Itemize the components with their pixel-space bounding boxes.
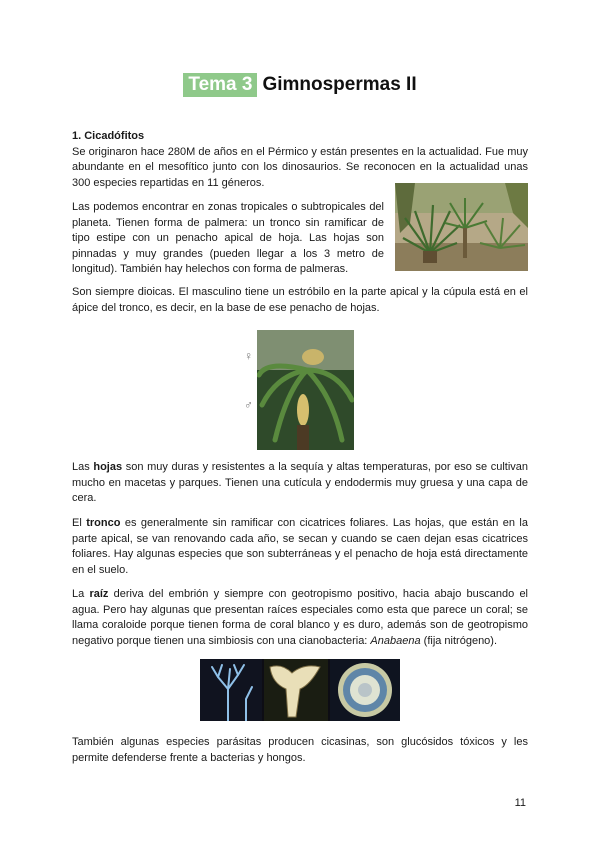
coralloid-roots-image [200, 659, 400, 721]
leaves-text-post: son muy duras y resistentes a la sequía y altas temperaturas, por eso se cultivan mucho en macetas y parques. Tienen una cutícula y endodermis muy gruesa y una capa de cera. [72, 461, 528, 505]
root-text-pre: La [72, 588, 90, 600]
male-symbol: ♂ [244, 398, 253, 412]
root-keyword: raíz [89, 588, 109, 600]
female-symbol: ♀ [244, 349, 253, 363]
chapter-title: Gimnospermas II [262, 74, 417, 95]
paragraph-origin: Se originaron hace 280M de años en el Pérmico y están presentes en la actualidad. Fue muy abundante en el mesofítico junto con los dinosaurios. Se reconocen en la actualidad unas 300 especies repartidas en 11 géneros. [72, 145, 528, 189]
trunk-keyword: tronco [86, 517, 121, 529]
page-title [0, 73, 600, 97]
paragraph-trunk [72, 516, 528, 578]
cycad-plants-image [395, 183, 528, 271]
cycad-photo [395, 183, 528, 271]
cycad-cone-image [257, 330, 354, 450]
trunk-text-pre: El [72, 517, 87, 529]
root-text-post: (fija nitrógeno). [420, 634, 498, 647]
leaves-keyword: hojas [93, 461, 123, 473]
cycad-cone-photo [257, 330, 354, 450]
anabaena-name: Anabaena [370, 634, 421, 647]
paragraph-habitat: Las podemos encontrar en zonas tropicales o subtropicales del planeta. Tienen forma de palmera: un tronco sin ramificar de tipo estipe con un penacho apical de hoja. Las hojas son pinnadas y muy grandes (pueden llegar a los 3 metro de longitud). También hay helechos con forma de palmeras. [72, 201, 384, 276]
coralloid-roots-photo [200, 659, 400, 721]
root-text-mid: deriva del embrión y siempre con geotropismo positivo, hacia abajo buscando el agua. Pero hay algunas que presentan raíces especiales como esta que parece un coral; se llama coraloide porque tienen forma de coral blanco y es duro, además son de geotropismo negativo porque tienen una simbiosis con una cianobacteria: [72, 588, 529, 647]
paragraph-dioecious: Son siempre dioicas. El masculino tiene un estróbilo en la parte apical y la cúpula está en el ápice del tronco, es decir, en la base de ese penacho de hojas. [72, 286, 528, 314]
paragraph-cycasins: También algunas especies parásitas producen cicasinas, son glucósidos tóxicos y les permite defenderse frente a bacterias y hongos. [72, 736, 528, 764]
page-number: 11 [514, 797, 526, 809]
section-heading: 1. Cicadófitos [72, 130, 145, 142]
leaves-text-pre: Las [72, 461, 94, 473]
chapter-badge: Tema 3 [183, 73, 257, 97]
paragraph-root [72, 587, 528, 649]
paragraph-leaves [72, 460, 528, 507]
trunk-text-post: es generalmente sin ramificar con cicatrices foliares. Las hojas, que están en la parte apical, se van renovando cada año, se secan y cuando se caen dejan esas cicatrices foliares. Hay algunas especies que son subterráneas y el penacho de hoja está directamente en el suelo. [72, 517, 528, 576]
